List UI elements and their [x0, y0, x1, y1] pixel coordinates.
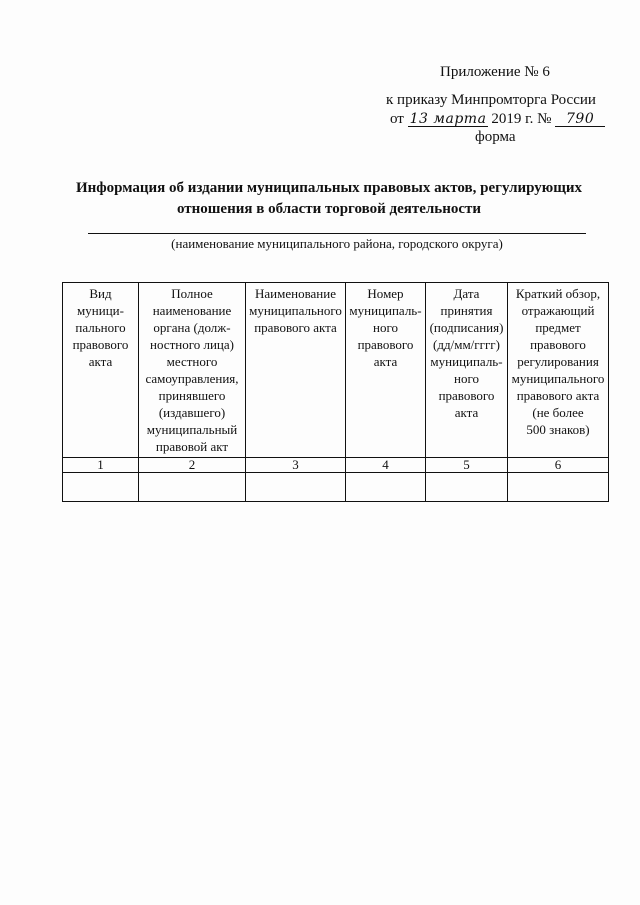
- header-cell-issuing-body: Полное наименование органа (долж- ностного лица) местного самоуправления, принявшего (издавшего) муниципальный правовой акт: [139, 283, 246, 458]
- column-number: 1: [63, 458, 139, 473]
- form-label: форма: [475, 129, 516, 145]
- column-number: 6: [508, 458, 609, 473]
- table-row: [63, 473, 609, 502]
- table-cell: [246, 473, 346, 502]
- header-cell-act-date: Дата принятия (подписания) (дд/мм/гггг) муниципаль- ного правового акта: [426, 283, 508, 458]
- table-cell: [508, 473, 609, 502]
- header-cell-act-name: Наименование муниципального правового акта: [246, 283, 346, 458]
- header-cell-summary: Краткий обзор, отражающий предмет правового регулирования муниципального правового акта (не более 500 знаков): [508, 283, 609, 458]
- appendix-label: Приложение № 6: [440, 64, 550, 80]
- year-text: 2019 г. №: [491, 111, 552, 127]
- column-number: 3: [246, 458, 346, 473]
- fill-in-caption: (наименование муниципального района, городского округа): [171, 236, 503, 251]
- column-number: 4: [346, 458, 426, 473]
- table-cell: [426, 473, 508, 502]
- handwritten-order-number: 790: [555, 112, 605, 127]
- header-cell-act-number: Номер муниципаль- ного правового акта: [346, 283, 426, 458]
- fill-in-line: [88, 233, 586, 234]
- date-prefix: от: [390, 111, 404, 127]
- document-title: Информация об издании муниципальных правовых актов, регулирующих отношения в области торговой деятельности: [75, 180, 583, 217]
- table-header-row: [63, 283, 609, 458]
- order-reference: к приказу Минпромторга России: [386, 92, 596, 108]
- table-number-row: [63, 458, 609, 473]
- table-cell: [139, 473, 246, 502]
- acts-table: [62, 282, 609, 502]
- column-number: 5: [426, 458, 508, 473]
- column-number: 2: [139, 458, 246, 473]
- table-cell: [63, 473, 139, 502]
- handwritten-date: 13 марта: [409, 111, 487, 127]
- header-cell-act-type: Вид муници- пального правового акта: [63, 283, 139, 458]
- table-cell: [346, 473, 426, 502]
- order-date-line: [390, 111, 605, 128]
